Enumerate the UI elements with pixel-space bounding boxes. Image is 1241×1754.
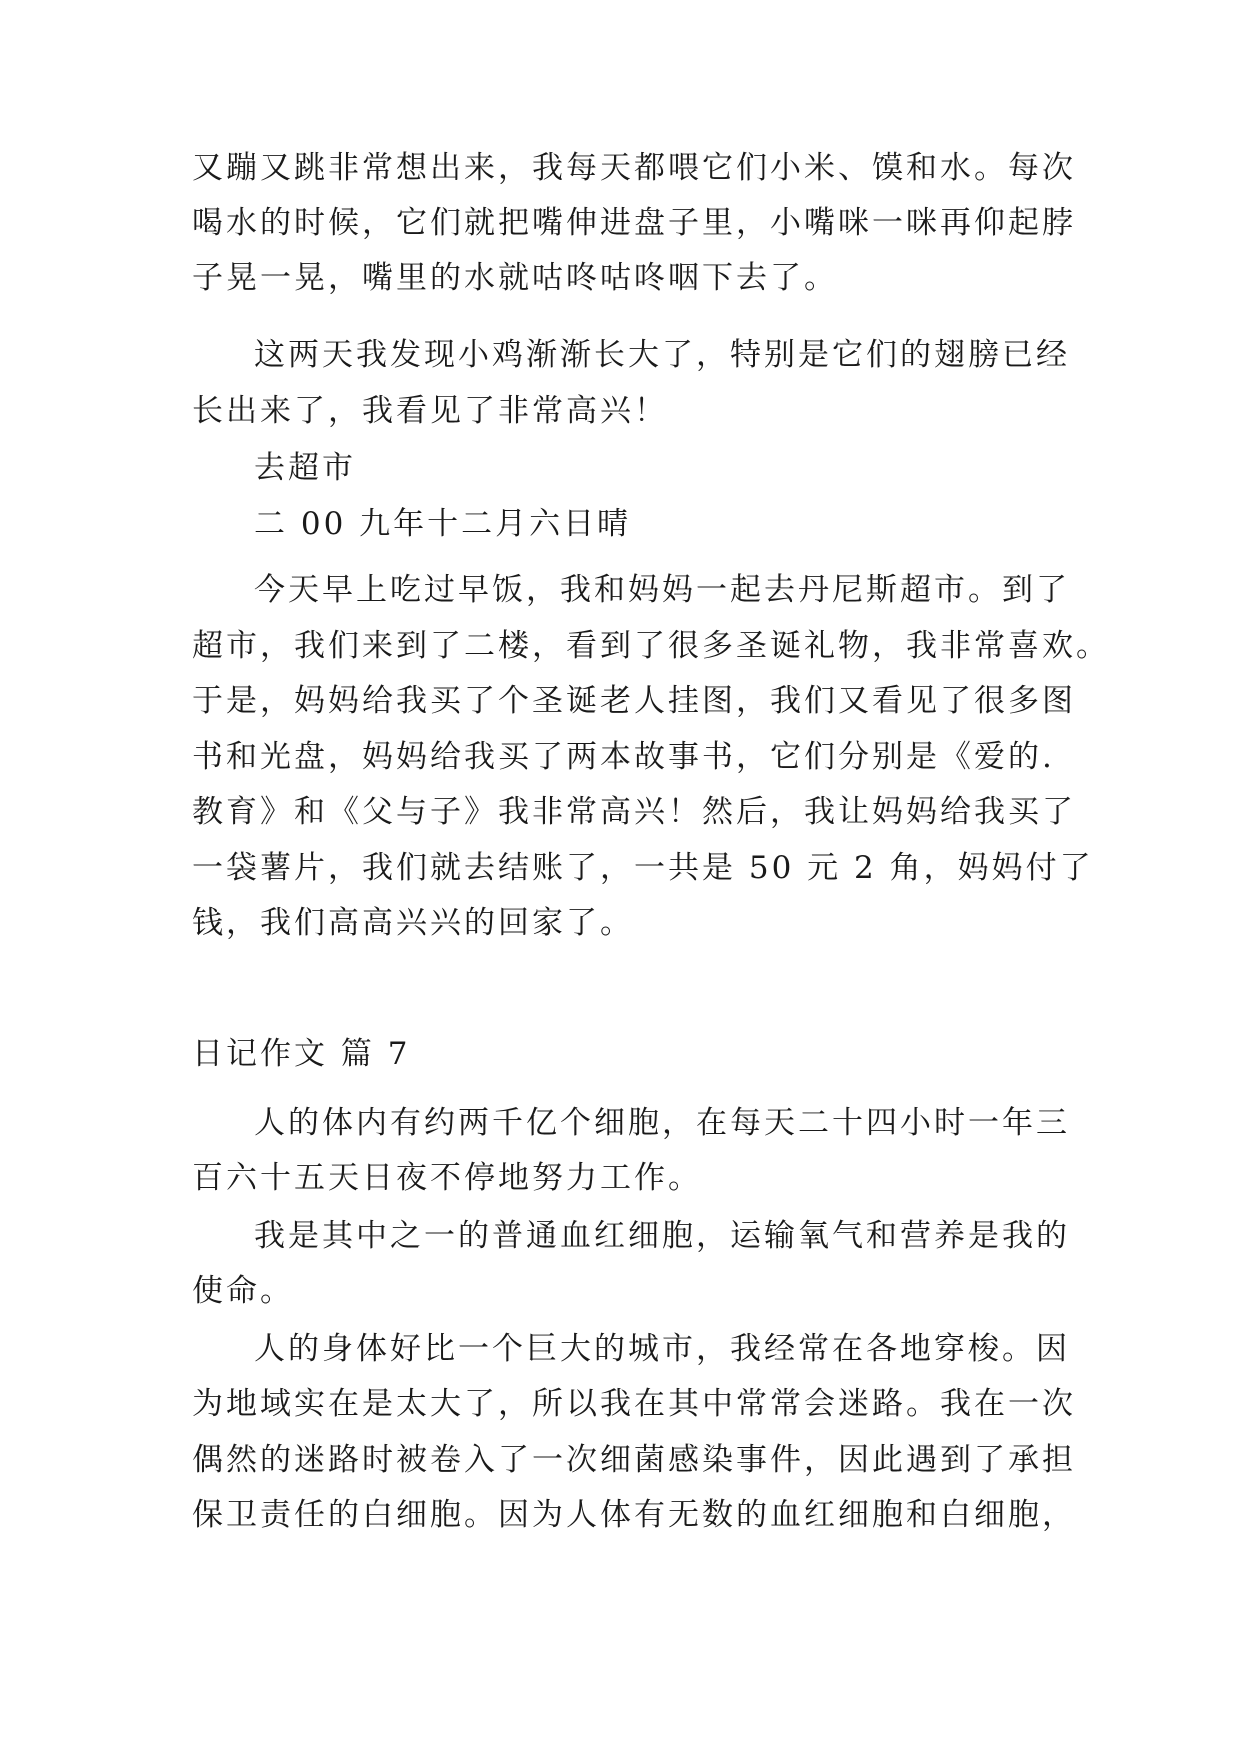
- text-line: 为地域实在是太大了，所以我在其中常常会迷路。我在一次: [192, 1386, 1076, 1422]
- date-line: 二 00 九年十二月六日晴: [254, 506, 632, 542]
- text-line: 又蹦又跳非常想出来，我每天都喂它们小米、馍和水。每次: [192, 150, 1076, 186]
- text-line: 人的体内有约两千亿个细胞，在每天二十四小时一年三: [254, 1105, 1070, 1141]
- text-line: 人的身体好比一个巨大的城市，我经常在各地穿梭。因: [254, 1331, 1070, 1367]
- text-line: 保卫责任的白细胞。因为人体有无数的血红细胞和白细胞，: [192, 1497, 1076, 1533]
- text-line: 偶然的迷路时被卷入了一次细菌感染事件，因此遇到了承担: [192, 1442, 1076, 1478]
- text-line: 喝水的时候，它们就把嘴伸进盘子里，小嘴咪一咪再仰起脖: [192, 205, 1076, 241]
- text-line: 超市，我们来到了二楼，看到了很多圣诞礼物，我非常喜欢。: [192, 628, 1110, 664]
- text-line: 于是，妈妈给我买了个圣诞老人挂图，我们又看见了很多图: [192, 683, 1076, 719]
- text-line: 教育》和《父与子》我非常高兴！然后，我让妈妈给我买了: [192, 794, 1076, 830]
- text-line: 一袋薯片，我们就去结账了，一共是 50 元 2 角，妈妈付了: [192, 850, 1094, 886]
- text-line: 百六十五天日夜不停地努力工作。: [192, 1160, 702, 1196]
- text-line: 今天早上吃过早饭，我和妈妈一起去丹尼斯超市。到了: [254, 572, 1070, 608]
- text-line: 钱，我们高高兴兴的回家了。: [192, 905, 634, 941]
- text-line: 我是其中之一的普通血红细胞，运输氧气和营养是我的: [254, 1218, 1070, 1254]
- text-line: 书和光盘，妈妈给我买了两本故事书，它们分别是《爱的.: [192, 739, 1055, 775]
- text-line: 使命。: [192, 1273, 294, 1309]
- text-line: 子晃一晃，嘴里的水就咕咚咕咚咽下去了。: [192, 260, 838, 296]
- text-line: 这两天我发现小鸡渐渐长大了，特别是它们的翅膀已经: [254, 337, 1070, 373]
- text-line: 长出来了，我看见了非常高兴！: [192, 393, 668, 429]
- article-heading: 日记作文 篇 7: [192, 1036, 411, 1072]
- section-title: 去超市: [254, 450, 356, 486]
